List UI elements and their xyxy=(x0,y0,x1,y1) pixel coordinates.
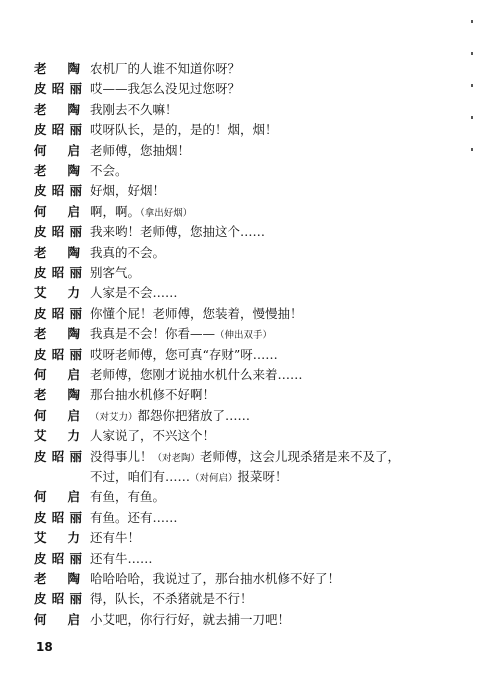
speaker-name: 艾 力 xyxy=(34,285,80,301)
binding-mark xyxy=(471,148,473,151)
speaker-name: 何 启 xyxy=(34,611,80,627)
speaker-name: 艾 力 xyxy=(34,530,80,546)
line-text xyxy=(90,385,215,405)
spoken-text: 我来哟！老师傅，您抽这个…… xyxy=(90,224,266,240)
spoken-text: 哎——我怎么没见过您呀？ xyxy=(90,81,241,97)
spoken-text: 我真的不会。 xyxy=(90,244,166,260)
line-text xyxy=(90,181,165,201)
line-text xyxy=(90,263,140,283)
spoken-text: 报菜呀！ xyxy=(237,469,288,484)
stage-direction: （对何启） xyxy=(190,473,238,484)
speaker-name: 皮 昭 丽 xyxy=(34,509,82,525)
speaker-name: 何 启 xyxy=(34,142,80,158)
line-text xyxy=(90,610,290,630)
line-text xyxy=(90,447,400,469)
line-text xyxy=(90,161,128,181)
stage-direction: （对艾力） xyxy=(90,411,138,423)
spoken-text: 哎呀队长，是的，是的！烟，烟！ xyxy=(90,122,278,138)
spoken-text: 啊，啊。 xyxy=(90,203,141,219)
line-text xyxy=(90,508,178,528)
speaker-name: 老 陶 xyxy=(34,163,80,178)
speaker-name: 皮 昭 丽 xyxy=(34,448,82,464)
speaker-name: 老 陶 xyxy=(34,387,80,403)
spoken-text: 人家说了，不兴这个！ xyxy=(90,428,216,444)
line-text xyxy=(90,549,153,569)
speaker-name: 老 陶 xyxy=(34,326,80,342)
line-text xyxy=(90,141,190,161)
spoken-text: 老师傅，这会儿现杀猪是来不及了， xyxy=(200,448,401,464)
spoken-text: 哎呀老师傅，您可真“存财”呀…… xyxy=(90,346,278,362)
speaker-name: 老 陶 xyxy=(34,571,80,586)
line-text xyxy=(90,345,278,365)
line-text xyxy=(90,467,288,489)
binding-mark xyxy=(471,52,473,55)
stage-direction: （伸出双手） xyxy=(215,330,273,342)
speaker-name: 皮 昭 丽 xyxy=(34,224,82,240)
line-text xyxy=(90,304,303,324)
line-text xyxy=(90,324,272,346)
speaker-name: 何 启 xyxy=(34,203,80,219)
spoken-text: 有鱼，有鱼。 xyxy=(90,489,166,505)
spoken-text: 有鱼。还有…… xyxy=(90,509,178,525)
spoken-text: 好烟，好烟！ xyxy=(90,183,166,199)
speaker-name: 艾 力 xyxy=(34,428,80,444)
page-number: 18 xyxy=(36,640,53,654)
line-text xyxy=(90,243,165,263)
spoken-text: 别客气。 xyxy=(90,265,141,280)
speaker-name: 何 启 xyxy=(34,489,80,505)
spoken-text: 我真是不会！你看—— xyxy=(90,326,216,342)
line-text xyxy=(90,406,250,428)
speaker-name: 何 启 xyxy=(34,407,80,423)
line-text xyxy=(90,59,240,79)
line-text xyxy=(90,120,278,140)
binding-mark xyxy=(471,84,473,87)
spoken-text: 小艾吧，你行行好，就去捕一刀吧！ xyxy=(90,611,291,627)
spoken-text: 得，队长，不杀猪就是不行！ xyxy=(90,591,253,607)
speaker-name: 皮 昭 丽 xyxy=(34,81,82,97)
speaker-name: 老 陶 xyxy=(34,101,80,117)
speaker-name: 皮 昭 丽 xyxy=(34,305,82,321)
line-text xyxy=(90,365,303,385)
speaker-name: 老 陶 xyxy=(34,61,80,76)
speaker-name: 皮 昭 丽 xyxy=(34,591,82,607)
speaker-name: 皮 昭 丽 xyxy=(34,550,82,566)
line-text xyxy=(90,202,192,224)
speaker-name: 皮 昭 丽 xyxy=(34,265,82,280)
line-text xyxy=(90,528,140,548)
line-text xyxy=(90,283,178,303)
line-text xyxy=(90,589,253,609)
line-text xyxy=(90,569,340,589)
line-text xyxy=(90,426,215,446)
spoken-text: 你懂个屁！老师傅，您装着，慢慢抽！ xyxy=(90,305,303,321)
spoken-text: 我刚去不久嘛！ xyxy=(90,101,178,117)
spoken-text: 老师傅，您刚才说抽水机什么来着…… xyxy=(90,367,303,382)
spoken-text: 不会。 xyxy=(90,163,128,178)
stage-direction: （拿出好烟） xyxy=(140,207,193,219)
stage-direction: （对老陶） xyxy=(152,452,201,464)
speaker-name: 老 陶 xyxy=(34,244,80,260)
line-text xyxy=(90,487,165,507)
spoken-text: 还有牛！ xyxy=(90,530,141,546)
spoken-text: 还有牛…… xyxy=(90,550,153,566)
speaker-name: 皮 昭 丽 xyxy=(34,183,82,199)
spoken-text: 人家是不会…… xyxy=(90,285,178,301)
spoken-text: 老师傅，您抽烟！ xyxy=(90,142,191,158)
speaker-name: 皮 昭 丽 xyxy=(34,346,82,362)
line-text xyxy=(90,100,178,120)
speaker-name: 皮 昭 丽 xyxy=(34,122,82,138)
spoken-text: 农机厂的人谁不知道你呀？ xyxy=(90,61,241,76)
binding-mark xyxy=(471,116,473,119)
spoken-text: 那台抽水机修不好啊！ xyxy=(90,387,216,403)
line-text xyxy=(90,79,240,99)
speaker-name: 何 启 xyxy=(34,367,80,382)
spoken-text: 没得事儿！ xyxy=(90,448,153,464)
binding-mark xyxy=(471,20,473,23)
spoken-text: 哈哈哈哈，我说过了，那台抽水机修不好了！ xyxy=(90,571,341,586)
spoken-text: 不过，咱们有…… xyxy=(90,469,191,484)
line-text xyxy=(90,222,265,242)
spoken-text: 都怨你把猪放了…… xyxy=(137,407,251,423)
